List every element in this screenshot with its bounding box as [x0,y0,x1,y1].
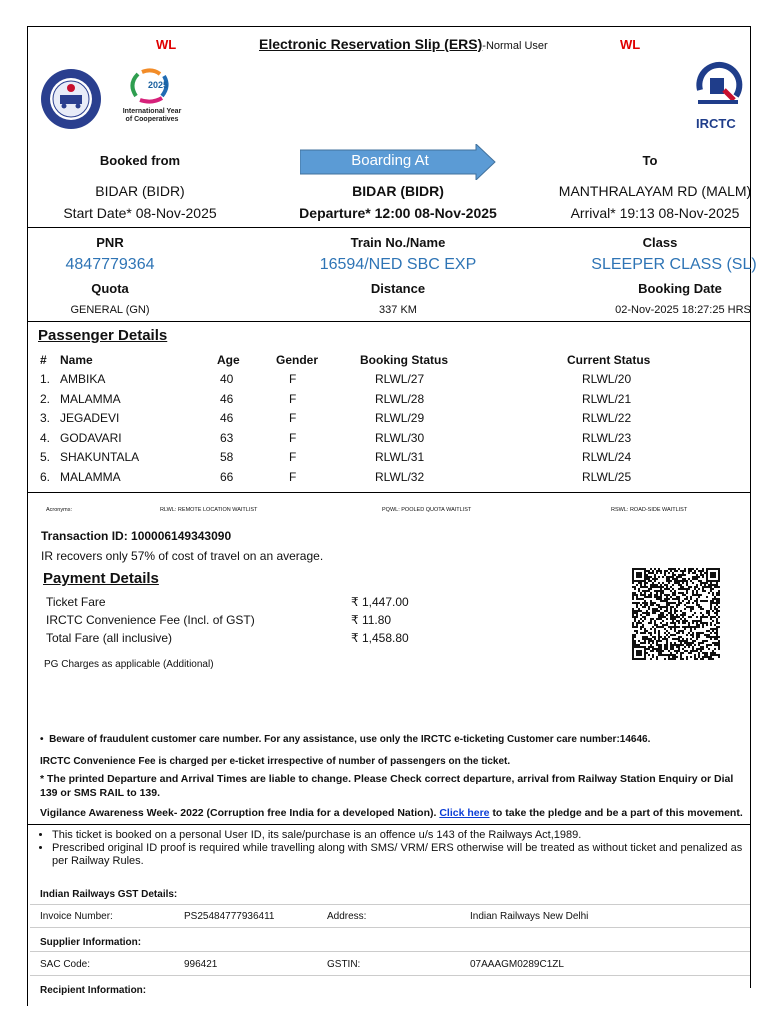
passenger-age: 46 [220,391,234,406]
gst-divider-1 [30,904,750,905]
passenger-gender: F [289,450,297,464]
train-value: 16594/NED SBC EXP [319,256,477,273]
total-fare-label: Total Fare (all inclusive) [46,631,173,645]
irctc-logo [690,60,750,132]
wl-right: WL [620,37,641,52]
sac-label: SAC Code: [40,959,91,970]
booking-status: RLWL/30 [375,430,425,445]
class-label: Class [642,235,678,250]
invoice-value: PS25484777936411 [184,911,275,922]
row-number: 6. [40,469,51,484]
irctc-logo-text: IRCTC [696,116,736,131]
passenger-age: 58 [220,450,234,464]
col-age: Age [217,353,240,367]
wl-left: WL [156,37,177,52]
divider-passengers [27,492,751,493]
boarding-at-arrow [300,144,496,180]
recovery-note: IR recovers only 57% of cost of travel on an average. [41,549,324,563]
pnr-value: 4847779364 [65,256,155,273]
booking-date-value: 02-Nov-2025 18:27:25 HRS [615,304,751,316]
departure-time: Departure* 12:00 08-Nov-2025 [299,205,497,221]
customer-care-notice: • Beware of fraudulent customer care number. For any assistance, use only the IRCTC e-ticketing Customer care number:14646. [40,734,651,745]
arrival-time: Arrival* 19:13 08-Nov-2025 [570,205,740,221]
address-value: Indian Railways New Delhi [470,911,589,922]
passenger-name: GODAVARI [60,430,122,445]
booking-status: RLWL/32 [375,469,425,484]
passenger-age: 46 [220,411,234,425]
pnr-label: PNR [96,235,124,250]
class-value: SLEEPER CLASS (SL) [591,256,757,273]
recipient-heading: Recipient Information: [40,985,147,996]
pg-charges-note: PG Charges as applicable (Additional) [44,659,214,670]
convenience-fee-notice: IRCTC Convenience Fee is charged per e-ticket irrespective of number of passengers on the ticket. [40,756,511,767]
divider-ticket [27,321,751,322]
supplier-heading: Supplier Information: [40,937,142,948]
to-label: To [642,153,658,168]
distance-value: 337 KM [379,304,417,316]
acronym-pqwl: PQWL: POOLED QUOTA WAITLIST [382,507,472,513]
sac-value: 996421 [184,959,218,970]
passenger-gender: F [289,372,297,386]
transaction-id: Transaction ID: 100006149343090 [41,529,232,543]
passenger-gender: F [289,391,297,406]
col-booking-status: Booking Status [360,353,449,367]
boarding-station: BIDAR (BIDR) [352,183,444,199]
convenience-fee-value: ₹ 11.80 [351,613,392,627]
passenger-name: SHAKUNTALA [60,450,140,464]
coop-year: 2025 [148,80,169,90]
booking-date-label: Booking Date [638,281,722,296]
booking-status: RLWL/28 [375,391,425,406]
irctc-emblem-icon [690,60,746,112]
gstin-label: GSTIN: [327,959,361,970]
row-number: 4. [40,430,51,445]
id-proof-rule: • Prescribed original ID proof is required while travelling along with SMS/ VRM/ ERS otherwise will be treated as without ticket and penalized as per Railway Rules. [52,842,748,868]
from-station: BIDAR (BIDR) [95,183,185,199]
row-number: 5. [40,450,51,464]
boarding-at-label: Boarding At [351,152,429,169]
coop-caption: International Year of Cooperatives [122,108,182,123]
booking-status: RLWL/31 [375,450,425,464]
passenger-name: AMBIKA [60,372,106,386]
vigilance-notice: Vigilance Awareness Week- 2022 (Corruption free India for a developed Nation). Click here to take the pledge and be a part of this movement. [40,807,743,819]
passenger-name: JEGADEVI [60,411,120,425]
current-status: RLWL/25 [582,469,632,484]
acronym-rlwl: RLWL: REMOTE LOCATION WAITLIST [160,507,258,513]
row-number: 3. [40,411,51,425]
left-border [27,26,28,1006]
convenience-fee-label: IRCTC Convenience Fee (Incl. of GST) [46,613,255,627]
passenger-age: 40 [220,372,234,386]
current-status: RLWL/22 [582,411,632,425]
passenger-age: 66 [220,469,234,484]
passenger-gender: F [289,430,297,445]
train-label: Train No./Name [350,235,446,250]
ticket-fare-value: ₹ 1,447.00 [351,595,409,609]
address-label: Address: [327,911,367,922]
right-border [750,26,751,988]
page-title: Electronic Reservation Slip (ERS)-Normal User [259,36,548,52]
quota-label: Quota [91,281,129,296]
to-station: MANTHRALAYAM RD (MALM) [558,183,752,199]
gstin-value: 07AAAGM0289C1ZL [470,959,564,970]
gst-divider-2 [30,927,750,928]
passenger-age: 63 [220,430,234,445]
personal-id-rule: • This ticket is booked on a personal User ID, its sale/purchase is an offence u/s 143 of the Railways Act,1989. [52,829,748,842]
row-number: 1. [40,372,51,386]
ticket-rules [38,829,748,868]
booked-from-label: Booked from [99,153,181,168]
divider-journey [27,227,751,228]
top-border [27,26,751,27]
start-date: Start Date* 08-Nov-2025 [63,205,217,221]
col-number: # [40,353,47,367]
divider-notices [27,824,751,825]
col-gender: Gender [276,353,319,367]
booking-status: RLWL/29 [375,411,425,425]
col-current-status: Current Status [567,353,651,367]
booking-status: RLWL/27 [375,372,425,386]
distance-label: Distance [370,281,426,296]
current-status: RLWL/24 [582,450,632,464]
passenger-name: MALAMMA [60,469,121,484]
passenger-gender: F [289,411,297,425]
times-notice: * The printed Departure and Arrival Times are liable to change. Please Check correct departure, arrival from Railway Station Enquiry or Dial 139 or SMS RAIL to 139. [40,773,734,799]
gst-divider-3 [30,951,750,952]
gst-heading: Indian Railways GST Details: [40,889,178,900]
qr-code-icon [632,568,720,660]
gst-divider-4 [30,975,750,976]
cooperatives-logo [112,66,192,128]
acronym-rswl: RSWL: ROAD-SIDE WAITLIST [611,507,688,513]
passenger-details-heading: Passenger Details [38,327,168,344]
current-status: RLWL/21 [582,391,632,406]
col-name: Name [60,353,93,367]
pledge-link[interactable]: Click here [439,807,490,819]
ticket-fare-label: Ticket Fare [46,595,106,609]
passenger-name: MALAMMA [60,391,121,406]
total-fare-value: ₹ 1,458.80 [351,631,409,645]
payment-details-heading: Payment Details [43,570,159,587]
quota-value: GENERAL (GN) [70,304,150,316]
current-status: RLWL/23 [582,430,632,445]
acronyms-label: Acronyms: [46,507,72,513]
current-status: RLWL/20 [582,372,632,386]
indian-railways-logo-icon [40,68,102,130]
passenger-gender: F [289,469,297,484]
row-number: 2. [40,391,51,406]
invoice-label: Invoice Number: [40,911,113,922]
